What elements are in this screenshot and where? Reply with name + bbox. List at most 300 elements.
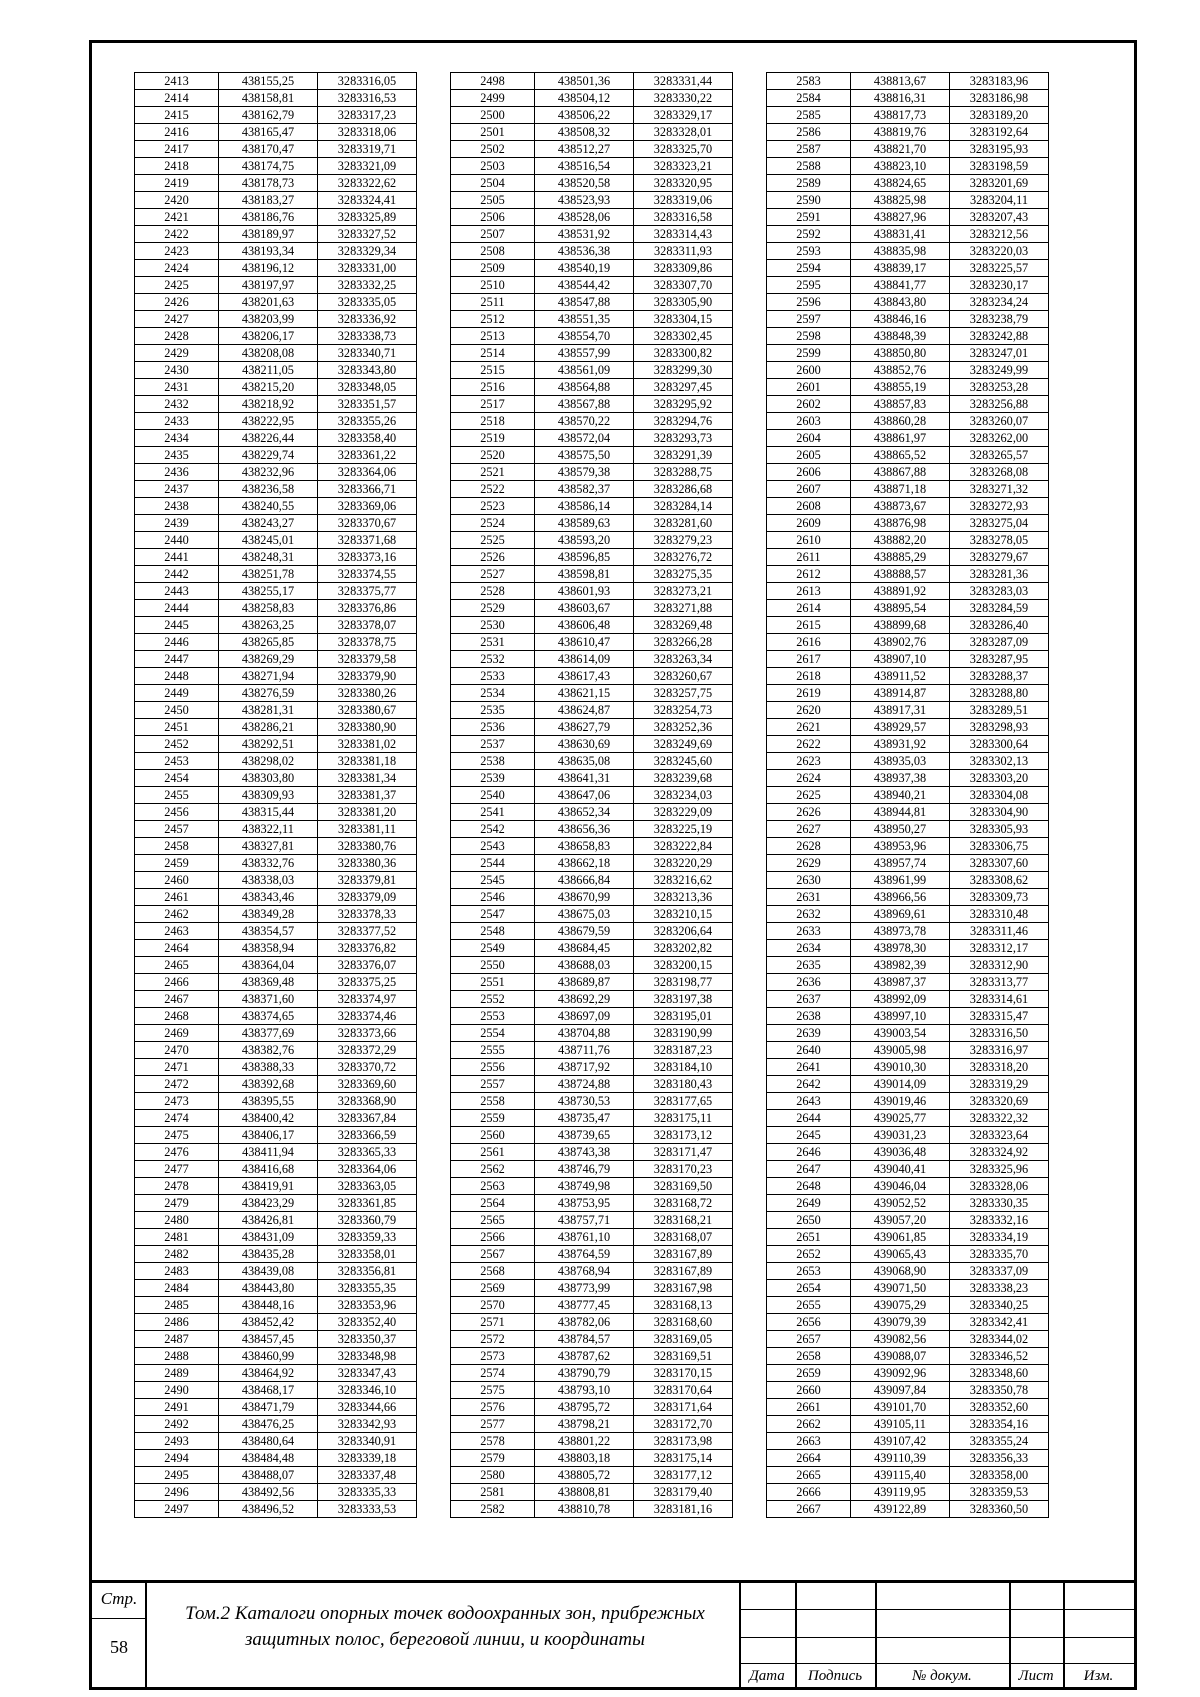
x-coordinate: 438411,94 bbox=[219, 1144, 318, 1161]
point-number: 2579 bbox=[451, 1450, 535, 1467]
point-number: 2529 bbox=[451, 600, 535, 617]
y-coordinate: 3283308,62 bbox=[950, 872, 1049, 889]
point-number: 2606 bbox=[767, 464, 851, 481]
y-coordinate: 3283358,40 bbox=[318, 430, 417, 447]
y-coordinate: 3283175,11 bbox=[634, 1110, 733, 1127]
x-coordinate: 438460,99 bbox=[219, 1348, 318, 1365]
x-coordinate: 438492,56 bbox=[219, 1484, 318, 1501]
x-coordinate: 438582,37 bbox=[535, 481, 634, 498]
point-number: 2644 bbox=[767, 1110, 851, 1127]
stamp-col-signature: Подпись bbox=[807, 1668, 863, 1684]
point-number: 2435 bbox=[135, 447, 219, 464]
y-coordinate: 3283303,20 bbox=[950, 770, 1049, 787]
x-coordinate: 438488,07 bbox=[219, 1467, 318, 1484]
y-coordinate: 3283269,48 bbox=[634, 617, 733, 634]
table-row bbox=[451, 1263, 733, 1280]
point-number: 2601 bbox=[767, 379, 851, 396]
point-number: 2480 bbox=[135, 1212, 219, 1229]
x-coordinate: 438823,10 bbox=[851, 158, 950, 175]
x-coordinate: 438857,83 bbox=[851, 396, 950, 413]
point-number: 2572 bbox=[451, 1331, 535, 1348]
x-coordinate: 438882,20 bbox=[851, 532, 950, 549]
x-coordinate: 438567,88 bbox=[535, 396, 634, 413]
x-coordinate: 439122,89 bbox=[851, 1501, 950, 1518]
y-coordinate: 3283249,99 bbox=[950, 362, 1049, 379]
x-coordinate: 438243,27 bbox=[219, 515, 318, 532]
point-number: 2512 bbox=[451, 311, 535, 328]
point-number: 2470 bbox=[135, 1042, 219, 1059]
y-coordinate: 3283381,37 bbox=[318, 787, 417, 804]
table-row bbox=[451, 1144, 733, 1161]
point-number: 2628 bbox=[767, 838, 851, 855]
x-coordinate: 438793,10 bbox=[535, 1382, 634, 1399]
table-row bbox=[451, 1246, 733, 1263]
x-coordinate: 438245,01 bbox=[219, 532, 318, 549]
y-coordinate: 3283368,90 bbox=[318, 1093, 417, 1110]
point-number: 2532 bbox=[451, 651, 535, 668]
point-number: 2425 bbox=[135, 277, 219, 294]
point-number: 2571 bbox=[451, 1314, 535, 1331]
stamp-col-date: Дата bbox=[749, 1668, 785, 1684]
point-number: 2467 bbox=[135, 991, 219, 1008]
y-coordinate: 3283167,89 bbox=[634, 1263, 733, 1280]
x-coordinate: 438419,91 bbox=[219, 1178, 318, 1195]
point-number: 2465 bbox=[135, 957, 219, 974]
table-row bbox=[135, 260, 417, 277]
x-coordinate: 439052,52 bbox=[851, 1195, 950, 1212]
x-coordinate: 438468,17 bbox=[219, 1382, 318, 1399]
point-number: 2653 bbox=[767, 1263, 851, 1280]
y-coordinate: 3283253,28 bbox=[950, 379, 1049, 396]
y-coordinate: 3283260,67 bbox=[634, 668, 733, 685]
y-coordinate: 3283318,20 bbox=[950, 1059, 1049, 1076]
y-coordinate: 3283381,18 bbox=[318, 753, 417, 770]
x-coordinate: 438544,42 bbox=[535, 277, 634, 294]
table-row bbox=[451, 583, 733, 600]
x-coordinate: 438688,03 bbox=[535, 957, 634, 974]
table-row bbox=[135, 1093, 417, 1110]
table-row bbox=[451, 753, 733, 770]
table-row bbox=[451, 1450, 733, 1467]
table-row bbox=[451, 481, 733, 498]
point-number: 2473 bbox=[135, 1093, 219, 1110]
page-number: 58 bbox=[110, 1637, 128, 1657]
point-number: 2442 bbox=[135, 566, 219, 583]
x-coordinate: 439092,96 bbox=[851, 1365, 950, 1382]
y-coordinate: 3283183,96 bbox=[950, 73, 1049, 90]
x-coordinate: 438193,34 bbox=[219, 243, 318, 260]
x-coordinate: 438950,27 bbox=[851, 821, 950, 838]
y-coordinate: 3283334,19 bbox=[950, 1229, 1049, 1246]
table-row bbox=[451, 515, 733, 532]
table-row bbox=[767, 1042, 1049, 1059]
coordinates-table-2 bbox=[450, 72, 733, 1518]
stamp-col-revision: Изм. bbox=[1083, 1668, 1114, 1684]
x-coordinate: 439046,04 bbox=[851, 1178, 950, 1195]
y-coordinate: 3283187,23 bbox=[634, 1042, 733, 1059]
y-coordinate: 3283288,80 bbox=[950, 685, 1049, 702]
table-row bbox=[767, 277, 1049, 294]
x-coordinate: 438790,79 bbox=[535, 1365, 634, 1382]
point-number: 2494 bbox=[135, 1450, 219, 1467]
table-row bbox=[135, 855, 417, 872]
table-row bbox=[135, 277, 417, 294]
y-coordinate: 3283213,36 bbox=[634, 889, 733, 906]
point-number: 2522 bbox=[451, 481, 535, 498]
y-coordinate: 3283338,73 bbox=[318, 328, 417, 345]
x-coordinate: 438309,93 bbox=[219, 787, 318, 804]
table-row bbox=[135, 1059, 417, 1076]
point-number: 2449 bbox=[135, 685, 219, 702]
point-number: 2567 bbox=[451, 1246, 535, 1263]
x-coordinate: 438724,88 bbox=[535, 1076, 634, 1093]
x-coordinate: 438679,59 bbox=[535, 923, 634, 940]
table-row bbox=[451, 226, 733, 243]
y-coordinate: 3283316,58 bbox=[634, 209, 733, 226]
y-coordinate: 3283172,70 bbox=[634, 1416, 733, 1433]
table-row bbox=[767, 90, 1049, 107]
x-coordinate: 438982,39 bbox=[851, 957, 950, 974]
table-row bbox=[451, 940, 733, 957]
x-coordinate: 438229,74 bbox=[219, 447, 318, 464]
point-number: 2463 bbox=[135, 923, 219, 940]
x-coordinate: 438426,81 bbox=[219, 1212, 318, 1229]
table-row bbox=[767, 940, 1049, 957]
x-coordinate: 438987,37 bbox=[851, 974, 950, 991]
table-row bbox=[135, 1212, 417, 1229]
point-number: 2428 bbox=[135, 328, 219, 345]
x-coordinate: 438332,76 bbox=[219, 855, 318, 872]
table-row bbox=[451, 736, 733, 753]
table-row bbox=[451, 260, 733, 277]
y-coordinate: 3283167,89 bbox=[634, 1246, 733, 1263]
y-coordinate: 3283180,43 bbox=[634, 1076, 733, 1093]
x-coordinate: 439036,48 bbox=[851, 1144, 950, 1161]
y-coordinate: 3283379,58 bbox=[318, 651, 417, 668]
x-coordinate: 438730,53 bbox=[535, 1093, 634, 1110]
point-number: 2477 bbox=[135, 1161, 219, 1178]
x-coordinate: 438601,93 bbox=[535, 583, 634, 600]
y-coordinate: 3283201,69 bbox=[950, 175, 1049, 192]
y-coordinate: 3283275,04 bbox=[950, 515, 1049, 532]
x-coordinate: 438162,79 bbox=[219, 107, 318, 124]
table-row bbox=[451, 1076, 733, 1093]
x-coordinate: 438969,61 bbox=[851, 906, 950, 923]
table-row bbox=[767, 260, 1049, 277]
table-row bbox=[767, 1263, 1049, 1280]
table-row bbox=[767, 311, 1049, 328]
point-number: 2537 bbox=[451, 736, 535, 753]
table-row bbox=[135, 736, 417, 753]
point-number: 2654 bbox=[767, 1280, 851, 1297]
x-coordinate: 438423,29 bbox=[219, 1195, 318, 1212]
x-coordinate: 438457,45 bbox=[219, 1331, 318, 1348]
table-row bbox=[451, 1178, 733, 1195]
table-row bbox=[767, 804, 1049, 821]
y-coordinate: 3283216,62 bbox=[634, 872, 733, 889]
point-number: 2583 bbox=[767, 73, 851, 90]
table-row bbox=[767, 1229, 1049, 1246]
point-number: 2633 bbox=[767, 923, 851, 940]
point-number: 2421 bbox=[135, 209, 219, 226]
point-number: 2448 bbox=[135, 668, 219, 685]
x-coordinate: 438684,45 bbox=[535, 940, 634, 957]
x-coordinate: 439115,40 bbox=[851, 1467, 950, 1484]
x-coordinate: 438860,28 bbox=[851, 413, 950, 430]
table-row bbox=[135, 90, 417, 107]
y-coordinate: 3283192,64 bbox=[950, 124, 1049, 141]
x-coordinate: 438504,12 bbox=[535, 90, 634, 107]
point-number: 2550 bbox=[451, 957, 535, 974]
point-number: 2585 bbox=[767, 107, 851, 124]
y-coordinate: 3283344,02 bbox=[950, 1331, 1049, 1348]
table-row bbox=[767, 141, 1049, 158]
point-number: 2627 bbox=[767, 821, 851, 838]
x-coordinate: 438508,32 bbox=[535, 124, 634, 141]
table-row bbox=[135, 243, 417, 260]
y-coordinate: 3283377,52 bbox=[318, 923, 417, 940]
point-number: 2641 bbox=[767, 1059, 851, 1076]
table-row bbox=[767, 668, 1049, 685]
y-coordinate: 3283315,47 bbox=[950, 1008, 1049, 1025]
table-row bbox=[135, 294, 417, 311]
table-row bbox=[451, 838, 733, 855]
table-row bbox=[135, 328, 417, 345]
table-row bbox=[135, 1314, 417, 1331]
table-row bbox=[451, 243, 733, 260]
y-coordinate: 3283352,60 bbox=[950, 1399, 1049, 1416]
x-coordinate: 439031,23 bbox=[851, 1127, 950, 1144]
point-number: 2647 bbox=[767, 1161, 851, 1178]
point-number: 2632 bbox=[767, 906, 851, 923]
y-coordinate: 3283168,72 bbox=[634, 1195, 733, 1212]
table-row bbox=[451, 1127, 733, 1144]
point-number: 2577 bbox=[451, 1416, 535, 1433]
point-number: 2457 bbox=[135, 821, 219, 838]
y-coordinate: 3283239,68 bbox=[634, 770, 733, 787]
point-number: 2493 bbox=[135, 1433, 219, 1450]
x-coordinate: 438165,47 bbox=[219, 124, 318, 141]
y-coordinate: 3283169,50 bbox=[634, 1178, 733, 1195]
x-coordinate: 438596,85 bbox=[535, 549, 634, 566]
y-coordinate: 3283179,40 bbox=[634, 1484, 733, 1501]
point-number: 2468 bbox=[135, 1008, 219, 1025]
y-coordinate: 3283340,25 bbox=[950, 1297, 1049, 1314]
table-row bbox=[451, 1433, 733, 1450]
table-row bbox=[135, 464, 417, 481]
table-row bbox=[451, 1382, 733, 1399]
y-coordinate: 3283329,17 bbox=[634, 107, 733, 124]
y-coordinate: 3283370,67 bbox=[318, 515, 417, 532]
point-number: 2556 bbox=[451, 1059, 535, 1076]
page-label: Стр. bbox=[100, 1589, 138, 1608]
point-number: 2416 bbox=[135, 124, 219, 141]
point-number: 2667 bbox=[767, 1501, 851, 1518]
point-number: 2420 bbox=[135, 192, 219, 209]
x-coordinate: 438782,06 bbox=[535, 1314, 634, 1331]
point-number: 2657 bbox=[767, 1331, 851, 1348]
x-coordinate: 438315,44 bbox=[219, 804, 318, 821]
point-number: 2626 bbox=[767, 804, 851, 821]
y-coordinate: 3283369,06 bbox=[318, 498, 417, 515]
x-coordinate: 438400,42 bbox=[219, 1110, 318, 1127]
table-row bbox=[135, 991, 417, 1008]
table-row bbox=[135, 651, 417, 668]
y-coordinate: 3283278,05 bbox=[950, 532, 1049, 549]
table-row bbox=[451, 379, 733, 396]
y-coordinate: 3283330,22 bbox=[634, 90, 733, 107]
point-number: 2618 bbox=[767, 668, 851, 685]
table-row bbox=[135, 1280, 417, 1297]
table-row bbox=[135, 634, 417, 651]
table-row bbox=[451, 1161, 733, 1178]
point-number: 2560 bbox=[451, 1127, 535, 1144]
document-title bbox=[151, 1601, 739, 1653]
table-row bbox=[451, 617, 733, 634]
point-number: 2514 bbox=[451, 345, 535, 362]
point-number: 2664 bbox=[767, 1450, 851, 1467]
table-row bbox=[767, 600, 1049, 617]
y-coordinate: 3283281,60 bbox=[634, 515, 733, 532]
y-coordinate: 3283212,56 bbox=[950, 226, 1049, 243]
table-row bbox=[767, 1144, 1049, 1161]
point-number: 2511 bbox=[451, 294, 535, 311]
y-coordinate: 3283346,52 bbox=[950, 1348, 1049, 1365]
x-coordinate: 438263,25 bbox=[219, 617, 318, 634]
x-coordinate: 438452,42 bbox=[219, 1314, 318, 1331]
point-number: 2530 bbox=[451, 617, 535, 634]
x-coordinate: 438937,38 bbox=[851, 770, 950, 787]
x-coordinate: 439025,77 bbox=[851, 1110, 950, 1127]
x-coordinate: 439010,30 bbox=[851, 1059, 950, 1076]
x-coordinate: 438816,31 bbox=[851, 90, 950, 107]
point-number: 2658 bbox=[767, 1348, 851, 1365]
x-coordinate: 438286,21 bbox=[219, 719, 318, 736]
x-coordinate: 439065,43 bbox=[851, 1246, 950, 1263]
y-coordinate: 3283198,77 bbox=[634, 974, 733, 991]
y-coordinate: 3283361,85 bbox=[318, 1195, 417, 1212]
y-coordinate: 3283371,68 bbox=[318, 532, 417, 549]
table-row bbox=[135, 1246, 417, 1263]
point-number: 2507 bbox=[451, 226, 535, 243]
x-coordinate: 438835,98 bbox=[851, 243, 950, 260]
y-coordinate: 3283340,91 bbox=[318, 1433, 417, 1450]
x-coordinate: 439101,70 bbox=[851, 1399, 950, 1416]
point-number: 2645 bbox=[767, 1127, 851, 1144]
table-row bbox=[451, 532, 733, 549]
y-coordinate: 3283338,23 bbox=[950, 1280, 1049, 1297]
table-row bbox=[135, 719, 417, 736]
y-coordinate: 3283364,06 bbox=[318, 464, 417, 481]
y-coordinate: 3283373,66 bbox=[318, 1025, 417, 1042]
y-coordinate: 3283220,03 bbox=[950, 243, 1049, 260]
x-coordinate: 438603,67 bbox=[535, 600, 634, 617]
y-coordinate: 3283316,05 bbox=[318, 73, 417, 90]
point-number: 2573 bbox=[451, 1348, 535, 1365]
point-number: 2439 bbox=[135, 515, 219, 532]
x-coordinate: 438448,16 bbox=[219, 1297, 318, 1314]
y-coordinate: 3283339,18 bbox=[318, 1450, 417, 1467]
table-row bbox=[135, 1076, 417, 1093]
y-coordinate: 3283168,07 bbox=[634, 1229, 733, 1246]
y-coordinate: 3283238,79 bbox=[950, 311, 1049, 328]
y-coordinate: 3283210,15 bbox=[634, 906, 733, 923]
point-number: 2460 bbox=[135, 872, 219, 889]
point-number: 2620 bbox=[767, 702, 851, 719]
table-row bbox=[135, 702, 417, 719]
table-row bbox=[451, 1025, 733, 1042]
table-row bbox=[767, 685, 1049, 702]
y-coordinate: 3283272,93 bbox=[950, 498, 1049, 515]
table-row bbox=[135, 549, 417, 566]
x-coordinate: 438551,35 bbox=[535, 311, 634, 328]
table-row bbox=[767, 1297, 1049, 1314]
x-coordinate: 438914,87 bbox=[851, 685, 950, 702]
y-coordinate: 3283275,35 bbox=[634, 566, 733, 583]
y-coordinate: 3283313,77 bbox=[950, 974, 1049, 991]
x-coordinate: 439014,09 bbox=[851, 1076, 950, 1093]
point-number: 2600 bbox=[767, 362, 851, 379]
point-number: 2455 bbox=[135, 787, 219, 804]
y-coordinate: 3283355,35 bbox=[318, 1280, 417, 1297]
point-number: 2418 bbox=[135, 158, 219, 175]
point-number: 2656 bbox=[767, 1314, 851, 1331]
table-row bbox=[767, 1399, 1049, 1416]
x-coordinate: 438395,55 bbox=[219, 1093, 318, 1110]
x-coordinate: 438798,21 bbox=[535, 1416, 634, 1433]
point-number: 2535 bbox=[451, 702, 535, 719]
y-coordinate: 3283195,01 bbox=[634, 1008, 733, 1025]
x-coordinate: 438327,81 bbox=[219, 838, 318, 855]
x-coordinate: 438902,76 bbox=[851, 634, 950, 651]
x-coordinate: 439068,90 bbox=[851, 1263, 950, 1280]
table-row bbox=[135, 1348, 417, 1365]
point-number: 2666 bbox=[767, 1484, 851, 1501]
x-coordinate: 438746,79 bbox=[535, 1161, 634, 1178]
x-coordinate: 438617,43 bbox=[535, 668, 634, 685]
x-coordinate: 438208,08 bbox=[219, 345, 318, 362]
x-coordinate: 438364,04 bbox=[219, 957, 318, 974]
x-coordinate: 438606,48 bbox=[535, 617, 634, 634]
x-coordinate: 439119,95 bbox=[851, 1484, 950, 1501]
x-coordinate: 438635,08 bbox=[535, 753, 634, 770]
table-row bbox=[135, 1263, 417, 1280]
document-title-line-2: защитных полос, береговой линии, и координаты bbox=[244, 1629, 645, 1650]
y-coordinate: 3283369,60 bbox=[318, 1076, 417, 1093]
table-row bbox=[451, 1484, 733, 1501]
point-number: 2476 bbox=[135, 1144, 219, 1161]
table-row bbox=[135, 923, 417, 940]
y-coordinate: 3283260,07 bbox=[950, 413, 1049, 430]
table-row bbox=[135, 379, 417, 396]
point-number: 2452 bbox=[135, 736, 219, 753]
table-row bbox=[767, 906, 1049, 923]
table-row bbox=[767, 1382, 1049, 1399]
x-coordinate: 438269,29 bbox=[219, 651, 318, 668]
x-coordinate: 438827,96 bbox=[851, 209, 950, 226]
point-number: 2443 bbox=[135, 583, 219, 600]
y-coordinate: 3283360,79 bbox=[318, 1212, 417, 1229]
y-coordinate: 3283169,51 bbox=[634, 1348, 733, 1365]
table-row bbox=[135, 532, 417, 549]
table-row bbox=[135, 481, 417, 498]
x-coordinate: 438201,63 bbox=[219, 294, 318, 311]
point-number: 2441 bbox=[135, 549, 219, 566]
x-coordinate: 438598,81 bbox=[535, 566, 634, 583]
y-coordinate: 3283265,57 bbox=[950, 447, 1049, 464]
point-number: 2598 bbox=[767, 328, 851, 345]
x-coordinate: 438885,29 bbox=[851, 549, 950, 566]
